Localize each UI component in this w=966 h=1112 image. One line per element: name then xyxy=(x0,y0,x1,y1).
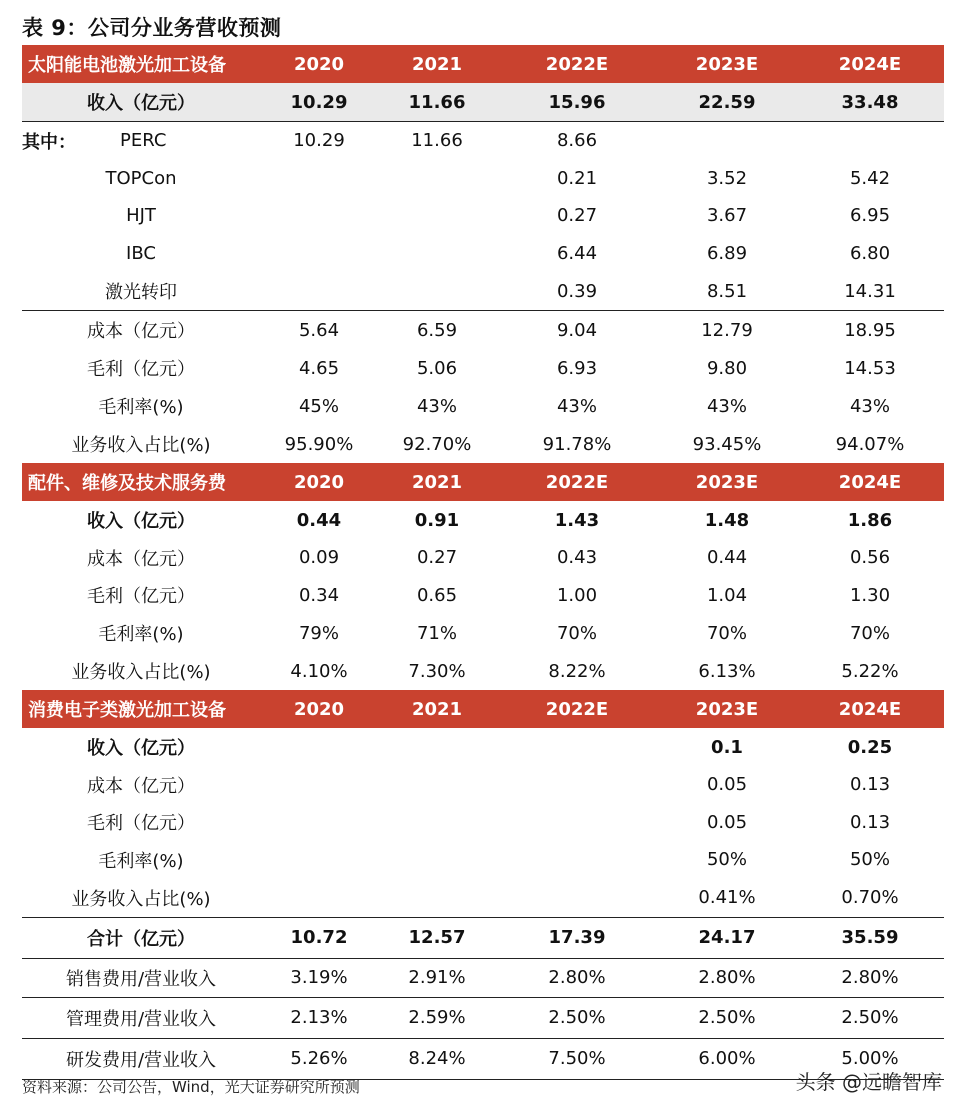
table-row xyxy=(22,311,944,349)
year-header: 2024E xyxy=(838,698,902,720)
cell: 6.93 xyxy=(556,357,598,379)
cell: 79% xyxy=(298,622,339,644)
row-label: 研发费用/营业收入 xyxy=(65,1049,217,1071)
table-row-ratio xyxy=(22,998,944,1039)
table-row-ratio xyxy=(22,959,944,998)
section-label: 消费电子类激光加工设备 xyxy=(28,700,226,721)
cell: 4.65 xyxy=(298,357,340,379)
cell: 50% xyxy=(849,849,890,871)
cell: 43% xyxy=(416,395,457,417)
year-header: 2024E xyxy=(838,471,902,493)
cell: 9.80 xyxy=(706,357,748,379)
year-header: 2022E xyxy=(545,471,609,493)
cell: 2.50% xyxy=(841,1007,899,1028)
row-label: 业务收入占比(%) xyxy=(71,435,211,456)
cell: 6.80 xyxy=(849,242,891,264)
row-label: 业务收入占比(%) xyxy=(71,662,211,683)
cell: 6.13% xyxy=(698,660,756,682)
table-row-revenue xyxy=(22,501,944,539)
cell: 45% xyxy=(298,395,339,417)
cell: 92.70% xyxy=(402,433,472,455)
cell: 1.00 xyxy=(556,584,598,606)
cell: 0.43 xyxy=(556,547,598,569)
cell: 0.05 xyxy=(706,774,748,796)
cell: 5.42 xyxy=(849,167,891,189)
row-label: 毛利（亿元） xyxy=(87,813,195,835)
cell: 0.70% xyxy=(841,887,899,908)
cell: 5.26% xyxy=(290,1048,348,1069)
breakdown-label: PERC xyxy=(120,130,167,152)
row-label: 毛利率(%) xyxy=(98,397,184,418)
year-header: 2022E xyxy=(545,53,609,75)
year-header: 2022E xyxy=(545,698,609,720)
cell: 18.95 xyxy=(844,319,896,341)
row-label: 管理费用/营业收入 xyxy=(65,1008,217,1030)
row-label: 收入（亿元） xyxy=(87,93,195,114)
table-row-breakdown xyxy=(22,197,944,235)
cell: 0.25 xyxy=(847,736,893,758)
cell: 3.19% xyxy=(290,967,348,988)
cell: 11.66 xyxy=(408,91,466,113)
watermark: 头条 @远瞻智库 xyxy=(795,1070,942,1094)
cell: 2.59% xyxy=(408,1007,466,1028)
forecast-table xyxy=(22,45,944,1080)
year-header: 2021 xyxy=(411,698,463,720)
table-row-breakdown xyxy=(22,160,944,198)
cell: 15.96 xyxy=(548,91,606,113)
cell: 0.91 xyxy=(414,509,460,531)
cell: 0.13 xyxy=(849,811,891,833)
row-label: IBC xyxy=(126,242,156,264)
year-header: 2023E xyxy=(695,471,759,493)
cell: 6.89 xyxy=(706,242,748,264)
cell: 10.29 xyxy=(290,91,348,113)
cell: 94.07% xyxy=(835,433,905,455)
section-header-solar xyxy=(22,45,944,83)
cell: 1.30 xyxy=(849,584,891,606)
cell: 0.21 xyxy=(556,167,598,189)
cell: 93.45% xyxy=(692,433,762,455)
cell: 5.00% xyxy=(841,1048,899,1069)
table-title: 表 9：公司分业务营收预测 xyxy=(22,16,282,40)
cell: 5.22% xyxy=(841,660,899,682)
row-label: 业务收入占比(%) xyxy=(71,888,211,910)
year-header: 2021 xyxy=(411,53,463,75)
cell: 6.59 xyxy=(416,319,458,341)
cell: 2.50% xyxy=(698,1007,756,1028)
row-label: 收入（亿元） xyxy=(87,738,195,759)
cell: 71% xyxy=(416,622,457,644)
cell: 70% xyxy=(556,622,597,644)
cell: 24.17 xyxy=(698,927,756,948)
cell: 1.04 xyxy=(706,584,748,606)
cell: 50% xyxy=(706,849,747,871)
cell: 0.09 xyxy=(298,547,340,569)
cell: 2.50% xyxy=(548,1007,606,1028)
cell: 1.48 xyxy=(704,509,750,531)
cell: 0.27 xyxy=(556,205,598,227)
cell: 8.66 xyxy=(556,130,598,152)
cell: 5.64 xyxy=(298,319,340,341)
table-row-breakdown xyxy=(22,122,944,160)
cell: 8.24% xyxy=(408,1048,466,1069)
table-row xyxy=(22,614,944,652)
cell: 1.43 xyxy=(554,509,600,531)
cell: 3.67 xyxy=(706,205,748,227)
row-label: 成本（亿元） xyxy=(87,775,195,797)
table-row-revenue xyxy=(22,83,944,122)
cell: 35.59 xyxy=(841,927,899,948)
row-label xyxy=(22,128,260,154)
row-label: 成本（亿元） xyxy=(87,548,195,570)
row-label: TOPCon xyxy=(105,167,177,189)
cell: 14.53 xyxy=(844,357,896,379)
cell: 7.30% xyxy=(408,660,466,682)
cell: 12.57 xyxy=(408,927,466,948)
year-header: 2020 xyxy=(293,471,345,493)
cell: 2.80% xyxy=(841,967,899,988)
table-row xyxy=(22,879,944,918)
cell: 95.90% xyxy=(284,433,354,455)
source-note: 资料来源：公司公告，Wind，光大证券研究所预测 xyxy=(22,1078,360,1096)
table-row-total xyxy=(22,918,944,959)
row-label: 毛利（亿元） xyxy=(87,586,195,608)
table-row xyxy=(22,387,944,425)
cell: 8.22% xyxy=(548,660,606,682)
cell: 6.00% xyxy=(698,1048,756,1069)
cell: 14.31 xyxy=(844,280,896,302)
year-header: 2023E xyxy=(695,698,759,720)
cell: 0.65 xyxy=(416,584,458,606)
table-row-breakdown xyxy=(22,272,944,311)
cell: 43% xyxy=(849,395,890,417)
table-row xyxy=(22,841,944,879)
table-row xyxy=(22,539,944,577)
section-label: 配件、维修及技术服务费 xyxy=(28,473,226,494)
table-row-breakdown xyxy=(22,235,944,273)
cell: 10.29 xyxy=(293,130,345,152)
cell: 43% xyxy=(556,395,597,417)
cell: 3.52 xyxy=(706,167,748,189)
table-row xyxy=(22,349,944,387)
cell: 0.41% xyxy=(698,887,756,908)
cell: 2.80% xyxy=(698,967,756,988)
year-header: 2023E xyxy=(695,53,759,75)
cell: 0.13 xyxy=(849,774,891,796)
cell: 22.59 xyxy=(698,91,756,113)
row-label: 毛利率(%) xyxy=(98,624,184,645)
table-row xyxy=(22,766,944,804)
cell: 11.66 xyxy=(411,130,463,152)
cell: 70% xyxy=(706,622,747,644)
cell: 0.34 xyxy=(298,584,340,606)
cell: 1.86 xyxy=(847,509,893,531)
year-header: 2020 xyxy=(293,698,345,720)
section-label: 太阳能电池激光加工设备 xyxy=(28,55,226,76)
cell: 0.56 xyxy=(849,547,891,569)
cell: 0.44 xyxy=(296,509,342,531)
row-label: 毛利率(%) xyxy=(98,850,184,872)
cell: 6.95 xyxy=(849,205,891,227)
cell: 4.10% xyxy=(290,660,348,682)
year-header: 2021 xyxy=(411,471,463,493)
cell: 2.13% xyxy=(290,1007,348,1028)
section-header-service xyxy=(22,463,944,501)
cell: 7.50% xyxy=(548,1048,606,1069)
row-label: 收入（亿元） xyxy=(87,511,195,532)
cell: 5.06 xyxy=(416,357,458,379)
cell: 0.1 xyxy=(711,736,743,758)
cell: 33.48 xyxy=(841,91,899,113)
row-label: 成本（亿元） xyxy=(87,321,195,342)
cell: 12.79 xyxy=(701,319,753,341)
cell: 6.44 xyxy=(556,242,598,264)
table-row-revenue xyxy=(22,728,944,766)
cell: 91.78% xyxy=(542,433,612,455)
cell: 17.39 xyxy=(548,927,606,948)
cell: 9.04 xyxy=(556,319,598,341)
row-label: 销售费用/营业收入 xyxy=(65,968,217,990)
cell: 0.27 xyxy=(416,547,458,569)
cell: 2.80% xyxy=(548,967,606,988)
row-label: 激光转印 xyxy=(105,282,177,303)
row-label: HJT xyxy=(126,205,156,227)
breakdown-prefix: 其中： xyxy=(22,131,76,153)
cell: 2.91% xyxy=(408,967,466,988)
cell: 0.39 xyxy=(556,280,598,302)
table-row xyxy=(22,804,944,842)
cell: 70% xyxy=(849,622,890,644)
cell: 0.44 xyxy=(706,547,748,569)
year-header: 2024E xyxy=(838,53,902,75)
table-row xyxy=(22,577,944,615)
cell: 10.72 xyxy=(290,927,348,948)
table-row xyxy=(22,652,944,690)
year-header: 2020 xyxy=(293,53,345,75)
table-row xyxy=(22,425,944,463)
cell: 8.51 xyxy=(706,280,748,302)
cell: 0.05 xyxy=(706,811,748,833)
row-label: 合计（亿元） xyxy=(87,928,195,950)
cell: 43% xyxy=(706,395,747,417)
section-header-consumer xyxy=(22,690,944,728)
row-label: 毛利（亿元） xyxy=(87,359,195,380)
